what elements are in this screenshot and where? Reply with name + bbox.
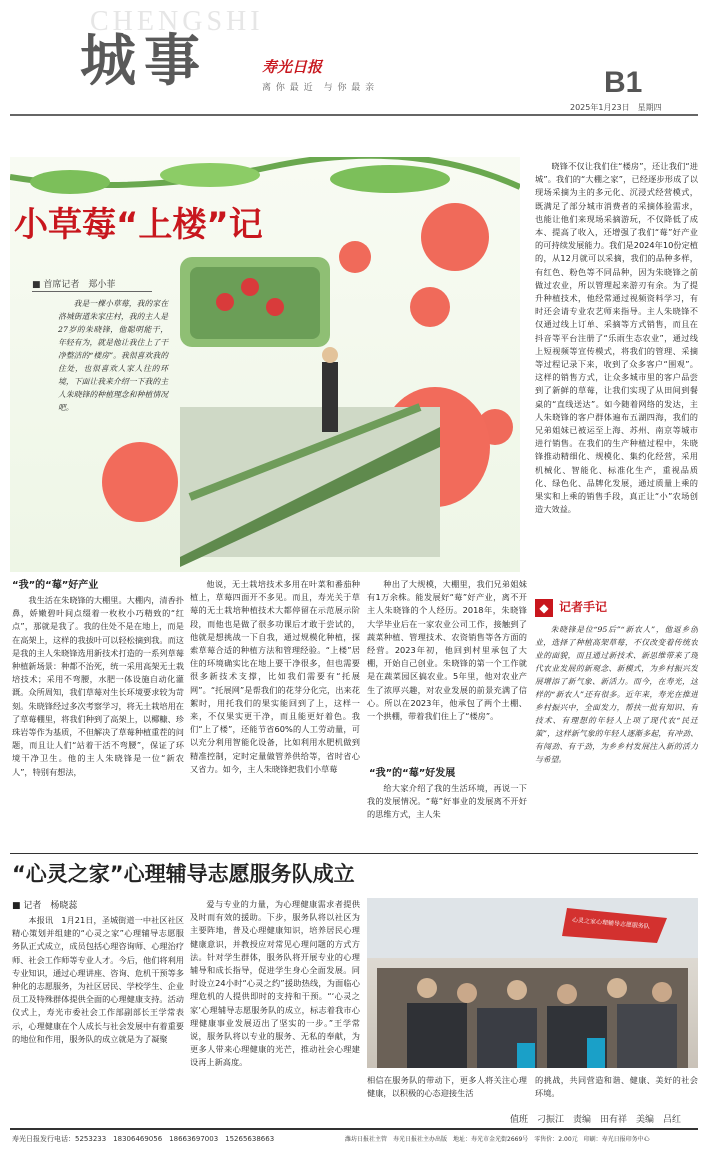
article2-column-3: [367, 1074, 527, 1102]
footer-right: 潍坊日报社主管 寿光日报社主办出版 地址：寿光市金光街2669号 零售价：2.00元 印刷：寿光日报印务中心: [345, 1136, 650, 1143]
footer-left: 寿光日报发行电话：5253233 18306469056 18663697003 15265638663: [12, 1135, 275, 1143]
article1-column-2: [190, 578, 360, 849]
article1-title: 小草莓“上楼”记: [14, 205, 263, 245]
article1-column-3: [367, 578, 527, 764]
editorial-credits: 值班 刁振江 责编 田有祥 美编 吕红: [510, 1115, 682, 1125]
notes-title: 记者手记: [559, 600, 608, 614]
masthead-watermark: CHENGSHI: [90, 6, 264, 37]
footer-rule: [10, 1128, 698, 1130]
column-3-text: 种出了大规模，大棚里，我们兄弟姐妹有1万余株。能发展好“莓”好产业，离不开主人朱晓锋的个人经历。2018年，朱晓锋大学毕业后在一家农业公司工作，接触到了蔬菜种植、管理技术、农资销售等各方面的经营。2023年初，他回到村里承包了大棚，开始自己创业。朱晓锋的第一个工作就是在蔬菜园区搞农业。5年里，他对农业产生了浓厚兴趣，对农业发展的前景充满了信心。所以在2023年，他承包了两个土棚、一个拱棚，带着我们住上了“楼房”。: [367, 579, 527, 722]
volunteer-photo: [367, 898, 698, 1068]
byline-text: 首席记者 郑小菲: [43, 280, 116, 290]
photo-banner-text: 心灵之家心理辅导志愿服务队: [571, 916, 651, 931]
column-4-text: 晓锋不仅让我们住“楼房”，还让我们“进城”。我们的“大棚之家”，已经逐步形成了以现场采摘为主的多元化、沉浸式经营模式，既满足了部分城市消费者的采摘体验需求，也能让他们来现场采摘游玩，不仅降低了成本、提高了收入，还增强了我们“莓”好产业的可持续发展能力。我们是2024年10份定植的，从12月就可以采摘，我们的品种多样，有红色、粉色等不同品种，因为朱晓锋之前做过农业，所以管理起来游刃有余。为了提升种植技术，他经常通过视频资料学习，有时还会请专业农艺师来指导。主人朱晓锋不仅通过线上订单、采摘等方式销售，而且在抖音等平台注册了“乐雨生态农业”，通过线上短视频等宣传模式，将我们的管理、采摘等过程记录下来，收到了众多客户“围观”。这样的销售方式，让众多城市里的客户品尝到了新鲜的草莓，让我们实现了从田间到餐桌的“直线送达”。如今随着网络的发达，主人朱晓锋的客户群体遍布五湖四海，我们的兄弟姐妹已被运至上海、苏州、南京等城市进行销售。在我们的生产种植过程中，朱晓锋推动精细化、规模化、集约化经营，采用机械化、智能化、标准化生产，重视品质化、绿色化、品牌化发展，通过质量上乘的果实和上乘的销售手段，真正让“小”农场创造大效益。: [535, 161, 698, 515]
article2-col2-text: 爱与专业的力量，为心理健康需求者提供及时而有效的援助。下步，服务队将以社区为主要阵地，普及心理健康知识，培养居民心理健康意识，并教授应对常见心理问题的方式方法。针对学生群体，服务队将开展专业的心理辅导和成长指导，促进学生身心全面发展。同时设立24小时“心灵之约”援助热线，为面临心理危机的人提供即时的支持和干预。“‘心灵之家’心理辅导志愿服务队的成立，标志着我市心理健康事业发展迈出了坚实的一步。”王学常说，服务队将以专业的服务、无私的奉献，为更多人带来心理健康的光芒，推动社会心理建设再上新高度。: [190, 899, 360, 1068]
issue-date: 2025年1月23日 星期四: [570, 103, 662, 112]
article1-column-4: [535, 160, 698, 588]
masthead-rule: [10, 114, 698, 116]
section-divider: [10, 853, 698, 854]
article2-byline-text: 记者 杨晓蕊: [23, 901, 78, 911]
paper-name-logo: 寿光日报: [262, 58, 323, 76]
slogan: 离 你 最 近 与 你 最 亲: [262, 83, 376, 93]
article2-column-1: [12, 914, 184, 1092]
article2-byline: ■ 记者 杨晓蕊: [12, 901, 78, 911]
article2-col1-text: 本报讯 1月21日，圣城街道一中社区社区精心策划并组建的“心灵之家”心理辅导志愿服务队正式成立，成员包括心理咨询师、心理治疗师、社会工作师等专业人才。今后，他们将利用专业知识，通过心理讲座、咨询、危机干预等多种化的志愿服务，为社区居民、学校学生、企业员工及特殊群体提供全面的心理健康支持。活动仪式上，寿光市委社会工作部副部长王学常表示，心理健康在个人成长与社会发展中有着重要的地位和作用，服务队的成立就是为了凝聚: [12, 915, 184, 1044]
article2-col4-text: 的挑战，共同营造和谐、健康、美好的社会环境。: [535, 1075, 698, 1099]
article2-col3-text: 相信在服务队的带动下，更多人将关注心理健康，以积极的心态迎接生活: [367, 1075, 527, 1099]
section-title: 城事: [80, 29, 208, 94]
notes-text: 朱晓锋是位“95后”“新农人”，他返乡创业，选择了种植高架草莓，不仅改变着传统农业的面貌，而且通过新技术、新思维带来了现代农业发展的新观念、新模式，为乡村振兴发展增添了新气象、新活力。而今，在寿光，这样的“新农人”还有很多。近年来，寿光在推进乡村振兴中，全面发力，帮扶一批有知识、有技术、有理想的年轻人上项了现代农“民迁策”，这样新气象的年轻人逐渐多起，有冲劲、有闯劲、有干劲，为乡乡村发展注入新的活力与希望。: [535, 625, 698, 764]
strawberry-illustration: [10, 157, 520, 572]
column-2-text: 他说，无土栽培技术多用在叶菜和番茄种植上，草莓四面开不多见。而且，寿光关于草莓的无土栽培种植技术大都停留在示范展示阶段，而他也是做了很多功课后才敢于尝试的，他就是想挑战一下自我，通过规模化种植，探索草莓合适的种植方法和管理经验。“上楼”居住的环境确实比在地上要干净很多，但也需要很多新技术支撑，比如我们需要有“托展网”。“托展网”是帮我们的花芽分化完，出来花絮时，用托我们的果实能回到了上，这样一来，不仅果实更干净，而且能更好着色。我们“上了楼”，还能节省60%的人工劳动量，可以充分利用智能化设备，比如利用水肥机做到精准控制，定时定量做管养供给等，省时省心又省力。如今，主人朱晓锋把我们小草莓: [190, 579, 360, 774]
article1-column-3b: [367, 782, 527, 848]
article2-title: “心灵之家”心理辅导志愿服务队成立: [12, 862, 355, 886]
notes-icon: ◆: [535, 599, 553, 617]
article2-column-2: [190, 898, 360, 1092]
article1-column-1: [12, 594, 184, 849]
article1-subhead-1: “我”的“莓”好产业: [12, 580, 99, 591]
page-number: B1: [604, 66, 643, 99]
article1-byline-rule: [32, 291, 152, 292]
article1-subhead-2: “我”的“莓”好发展: [369, 768, 456, 779]
reporter-notes: [535, 595, 698, 849]
article1-byline: ■ 首席记者 郑小菲: [32, 280, 116, 290]
article1-intro: 我是一棵小草莓，我的家在洛城街道朱家庄村，我的主人是27岁的朱晓锋，他聪明能干，年轻有为，就是他让我住上了干净整洁的“楼房”。我很喜欢我的住处，也很喜欢人家人往的环境，下面让我来介绍一下我的主人朱晓锋的种植理念和种植情况吧。: [58, 299, 168, 412]
article2-column-4: [535, 1074, 698, 1102]
masthead: [0, 0, 708, 130]
column-1-text: 我生活在朱晓锋的大棚里。大棚内，清香扑鼻，娇嫩碧叶间点缀着一枚枚小巧精致的“红点”，那就是我了。我的住处不是在地上，而是在高架上，这样的我拔叶可以轻松摘到我。而这是我的主人朱晓锋选用新技术打造的一系列草莓种植新场景：种都不治死，统一采用高架无土栽培技术；采用不弯腰，水肥一体设施自动化灌溉。众所周知，我们草莓对生长环境要求较为苛刻。朱晓锋经过多次考察学习，将无土栽培用在了草莓棚里，将我们种到了高架上，以椰糠、珍珠岩等作为基质，不但解决了草莓种植重茬的问题，而且让人们“站着干活不弯腰”，保证了环境干净卫生。他的主人朱晓锋是一位“新农人”，特别有想法，: [12, 595, 184, 777]
column-3b-text: 给大家介绍了我的生活环境，再说一下我的发展情况。“莓”好事业的发展离不开好的思维方式，主人朱: [367, 783, 527, 820]
